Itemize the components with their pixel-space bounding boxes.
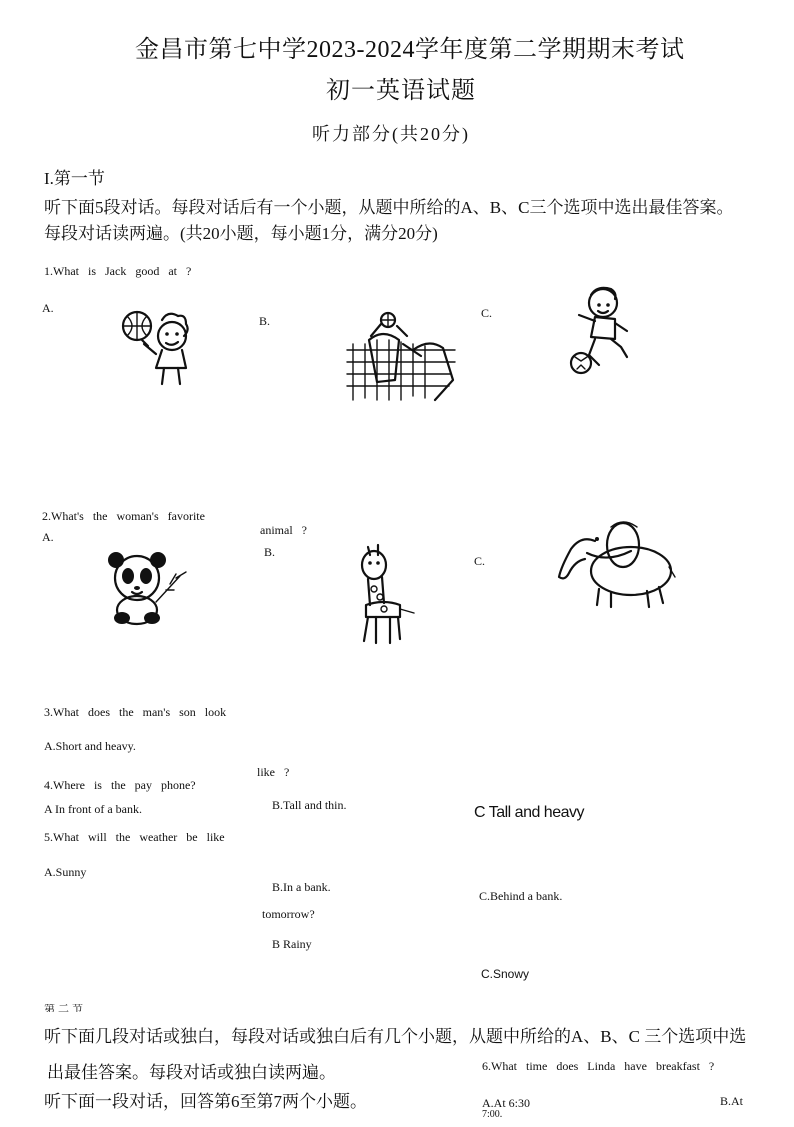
q2-option-a: A. [42,530,54,544]
q6-option-a-line1: A.At 6:30 [482,1096,530,1110]
q1-option-c: C. [481,306,493,320]
q4-option-c: C.Behind a bank. [479,889,563,903]
q4-question: 4.Where is the pay phone? [44,778,196,792]
part1-label: I.第一节 [44,169,105,188]
volleyball-net-icon [343,310,458,405]
q2-question-part1: 2.What's the woman's favorite [42,509,205,523]
q5-option-c: C.Snowy [481,967,530,981]
q2-option-c: C. [474,554,486,568]
giraffe-icon [354,543,420,646]
part2-instruction-line3: 听下面一段对话，回答第6至第7两个小题。 [44,1092,367,1111]
panda-icon [104,550,189,626]
q3-option-c: C Tall and heavy [474,804,584,821]
q3-question-part1: 3.What does the man's son look [44,705,227,719]
q1-question: 1.What is Jack good at ? [44,264,192,278]
part1-instruction-line2: 每段对话读两遍。(共20小题，每小题1分，满分20分) [44,224,438,243]
q3-option-a: A.Short and heavy. [44,739,136,753]
basketball-boy-icon [120,308,200,388]
q5-option-a: A.Sunny [44,865,87,879]
q1-option-a: A. [42,301,54,315]
part2-label: 第二节 [44,1004,86,1012]
q1-option-b: B. [259,314,271,328]
q5-question-part1: 5.What will the weather be like [44,830,225,844]
q3-question-part2: like ? [257,765,290,779]
section-title: 听力部分(共20分) [312,124,470,144]
part1-instruction-line1: 听下面5段对话。每段对话后有一个小题，从题中所给的A、B、C三个选项中选出最佳答案。 [44,198,734,217]
exam-subtitle: 初一英语试题 [326,78,476,104]
elephant-icon [551,515,676,610]
q4-option-a: A In front of a bank. [44,802,142,816]
exam-title: 金昌市第七中学2023-2024学年度第二学期期末考试 [135,37,685,63]
q6-question: 6.What time does Linda have breakfast ? [482,1059,715,1073]
q6-option-a-line2: 7:00. [482,1109,503,1120]
q5-option-b: B Rainy [272,937,312,951]
part2-instruction-line1: 听下面几段对话或独白，每段对话或独白后有几个小题，从题中所给的A、B、C 三个选项中选 [44,1027,747,1046]
q3-option-b: B.Tall and thin. [272,798,347,812]
q4-option-b: B.In a bank. [272,880,331,894]
q2-option-b: B. [264,545,276,559]
q6-option-b: B.At [720,1094,744,1108]
q5-question-part2: tomorrow? [262,907,315,921]
q2-question-part2: animal ? [260,523,307,537]
part2-instruction-line2: 出最佳答案。每段对话或独白读两遍。 [47,1063,336,1082]
soccer-boy-icon [567,285,635,380]
